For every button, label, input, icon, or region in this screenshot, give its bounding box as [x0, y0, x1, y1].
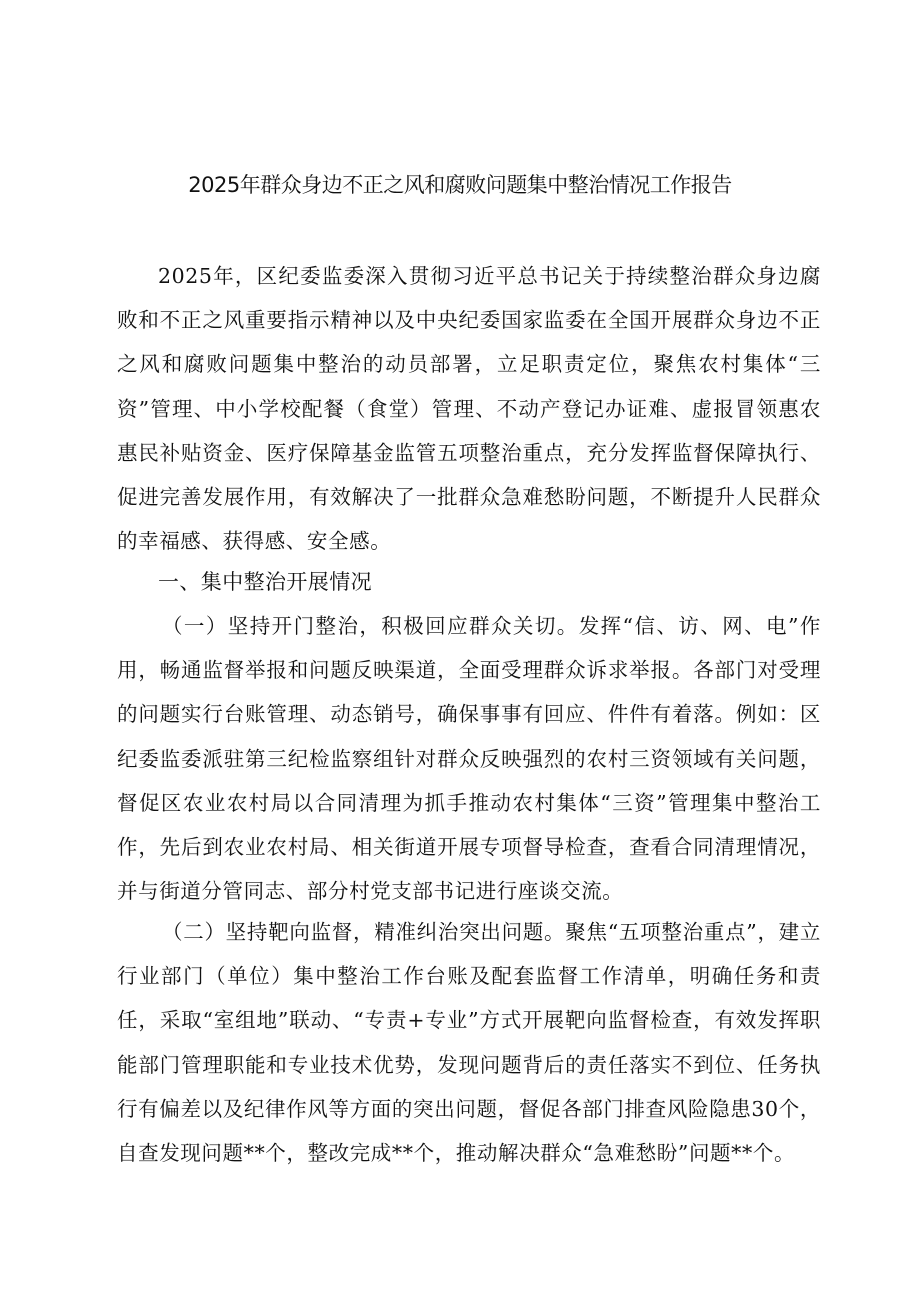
document-title: 2025年群众身边不正之风和腐败问题集中整治情况工作报告 [188, 173, 732, 197]
paragraph-open-rectification: （一）坚持开门整治，积极回应群众关切。发挥“信、访、网、电”作用，畅通监督举报和问题反映渠道，全面受理群众诉求举报。各部门对受理的问题实行台账管理、动态销号，确保事事有回应、件件有着落。例如：区纪委监委派驻第三纪检监察组针对群众反映强烈的农村三资领域有关问题，督促区农业农村局以合同清理为抓手推动农村集体“三资”管理集中整治工作，先后到农业农村局、相关街道开展专项督导检查，查看合同清理情况，并与街道分管同志、部分村党支部书记进行座谈交流。 [117, 614, 821, 904]
paragraph-targeted-supervision: （二）坚持靶向监督，精准纠治突出问题。聚焦“五项整治重点”，建立行业部门（单位）集中整治工作台账及配套监督工作清单，明确任务和责任，采取“室组地”联动、“专责+专业”方式开展靶向监督检查，有效发挥职能部门管理职能和专业技术优势，发现问题背后的责任落实不到位、任务执行有偏差以及纪律作风等方面的突出问题，督促各部门排查风险隐患30个，自查发现问题**个，整改完成**个，推动解决群众“急难愁盼”问题**个。 [117, 920, 821, 1166]
section-heading: 一、集中整治开展情况 [158, 570, 372, 594]
intro-paragraph: 2025年，区纪委监委深入贯彻习近平总书记关于持续整治群众身边腐败和不正之风重要指示精神以及中央纪委国家监委在全国开展群众身边不正之风和腐败问题集中整治的动员部署，立足职责定位，聚焦农村集体“三资”管理、中小学校配餐（食堂）管理、不动产登记办证难、虚报冒领惠农惠民补贴资金、医疗保障基金监管五项整治重点，充分发挥监督保障执行、促进完善发展作用，有效解决了一批群众急难愁盼问题，不断提升人民群众的幸福感、获得感、安全感。 [117, 264, 821, 554]
